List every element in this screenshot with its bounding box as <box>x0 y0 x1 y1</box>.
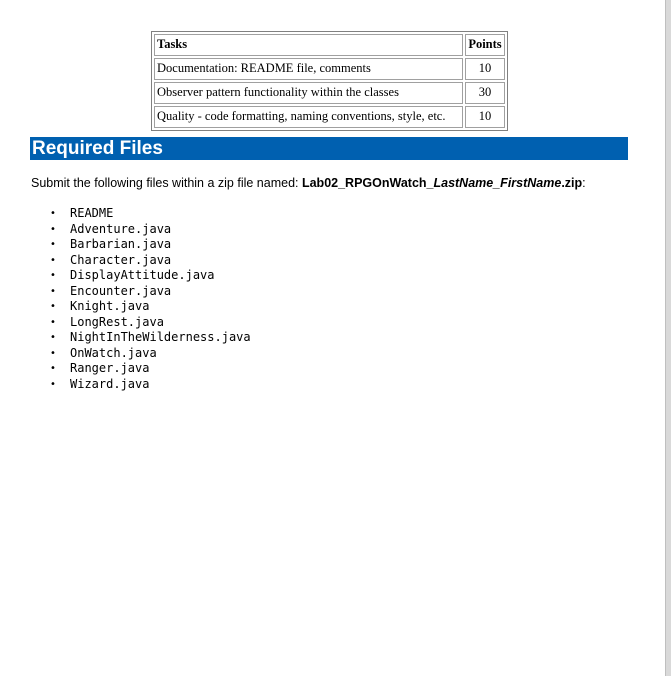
bullet-icon: • <box>50 239 56 250</box>
file-name: NightInTheWilderness.java <box>70 330 251 344</box>
list-item <box>50 237 251 253</box>
required-files-heading: Required Files <box>30 137 628 160</box>
bullet-icon: • <box>50 347 56 359</box>
list-item <box>50 299 251 315</box>
bullet-icon: • <box>50 363 56 374</box>
submission-instruction <box>31 176 586 190</box>
file-name: Ranger.java <box>70 361 150 375</box>
table-row <box>154 58 505 80</box>
table-row <box>154 106 505 128</box>
zip-name-extension: .zip <box>561 176 583 190</box>
points-cell: 30 <box>465 82 505 104</box>
bullet-icon: • <box>50 332 56 343</box>
required-files-list <box>50 206 251 392</box>
table-row <box>154 82 505 104</box>
list-item <box>50 377 251 393</box>
bullet-icon: • <box>50 208 56 219</box>
zip-name-part1: Lab02_RPGOnWatch_ <box>301 176 434 190</box>
list-item <box>50 346 251 362</box>
zip-file-name <box>302 176 582 190</box>
instruction-suffix: : <box>582 176 586 190</box>
list-item <box>50 268 251 284</box>
bullet-icon: • <box>50 316 56 328</box>
zip-name-placeholder: LastName_FirstName <box>433 176 562 190</box>
file-name: Knight.java <box>70 299 150 313</box>
list-item <box>50 315 251 331</box>
file-name: README <box>70 206 114 220</box>
task-cell: Quality - code formatting, naming conventions, style, etc. <box>154 106 463 128</box>
file-name: LongRest.java <box>70 314 164 329</box>
list-item <box>50 206 251 222</box>
bullet-icon: • <box>50 254 56 266</box>
list-item <box>50 284 251 300</box>
points-column-header: Points <box>465 34 505 56</box>
bullet-icon: • <box>50 285 56 297</box>
task-cell: Documentation: README file, comments <box>154 58 463 80</box>
list-item <box>50 361 251 377</box>
file-name: Character.java <box>70 252 172 267</box>
grading-table <box>151 31 508 131</box>
list-item <box>50 253 251 269</box>
file-name: DisplayAttitude.java <box>70 268 215 282</box>
points-cell: 10 <box>465 58 505 80</box>
list-item <box>50 222 251 238</box>
tasks-column-header: Tasks <box>154 34 463 56</box>
bullet-icon: • <box>50 301 56 312</box>
file-name: Wizard.java <box>70 376 150 391</box>
bullet-icon: • <box>50 378 56 390</box>
grading-table-header-row <box>154 34 505 56</box>
points-cell: 10 <box>465 106 505 128</box>
file-name: Barbarian.java <box>70 237 172 251</box>
list-item <box>50 330 251 346</box>
bullet-icon: • <box>50 223 56 235</box>
instruction-prefix: Submit the following files within a zip file named: <box>31 176 302 190</box>
bullet-icon: • <box>50 270 56 281</box>
file-name: Encounter.java <box>70 283 172 298</box>
file-name: OnWatch.java <box>70 345 157 360</box>
file-name: Adventure.java <box>70 221 172 236</box>
page-edge-scroll-shadow <box>665 0 671 676</box>
task-cell: Observer pattern functionality within the classes <box>154 82 463 104</box>
